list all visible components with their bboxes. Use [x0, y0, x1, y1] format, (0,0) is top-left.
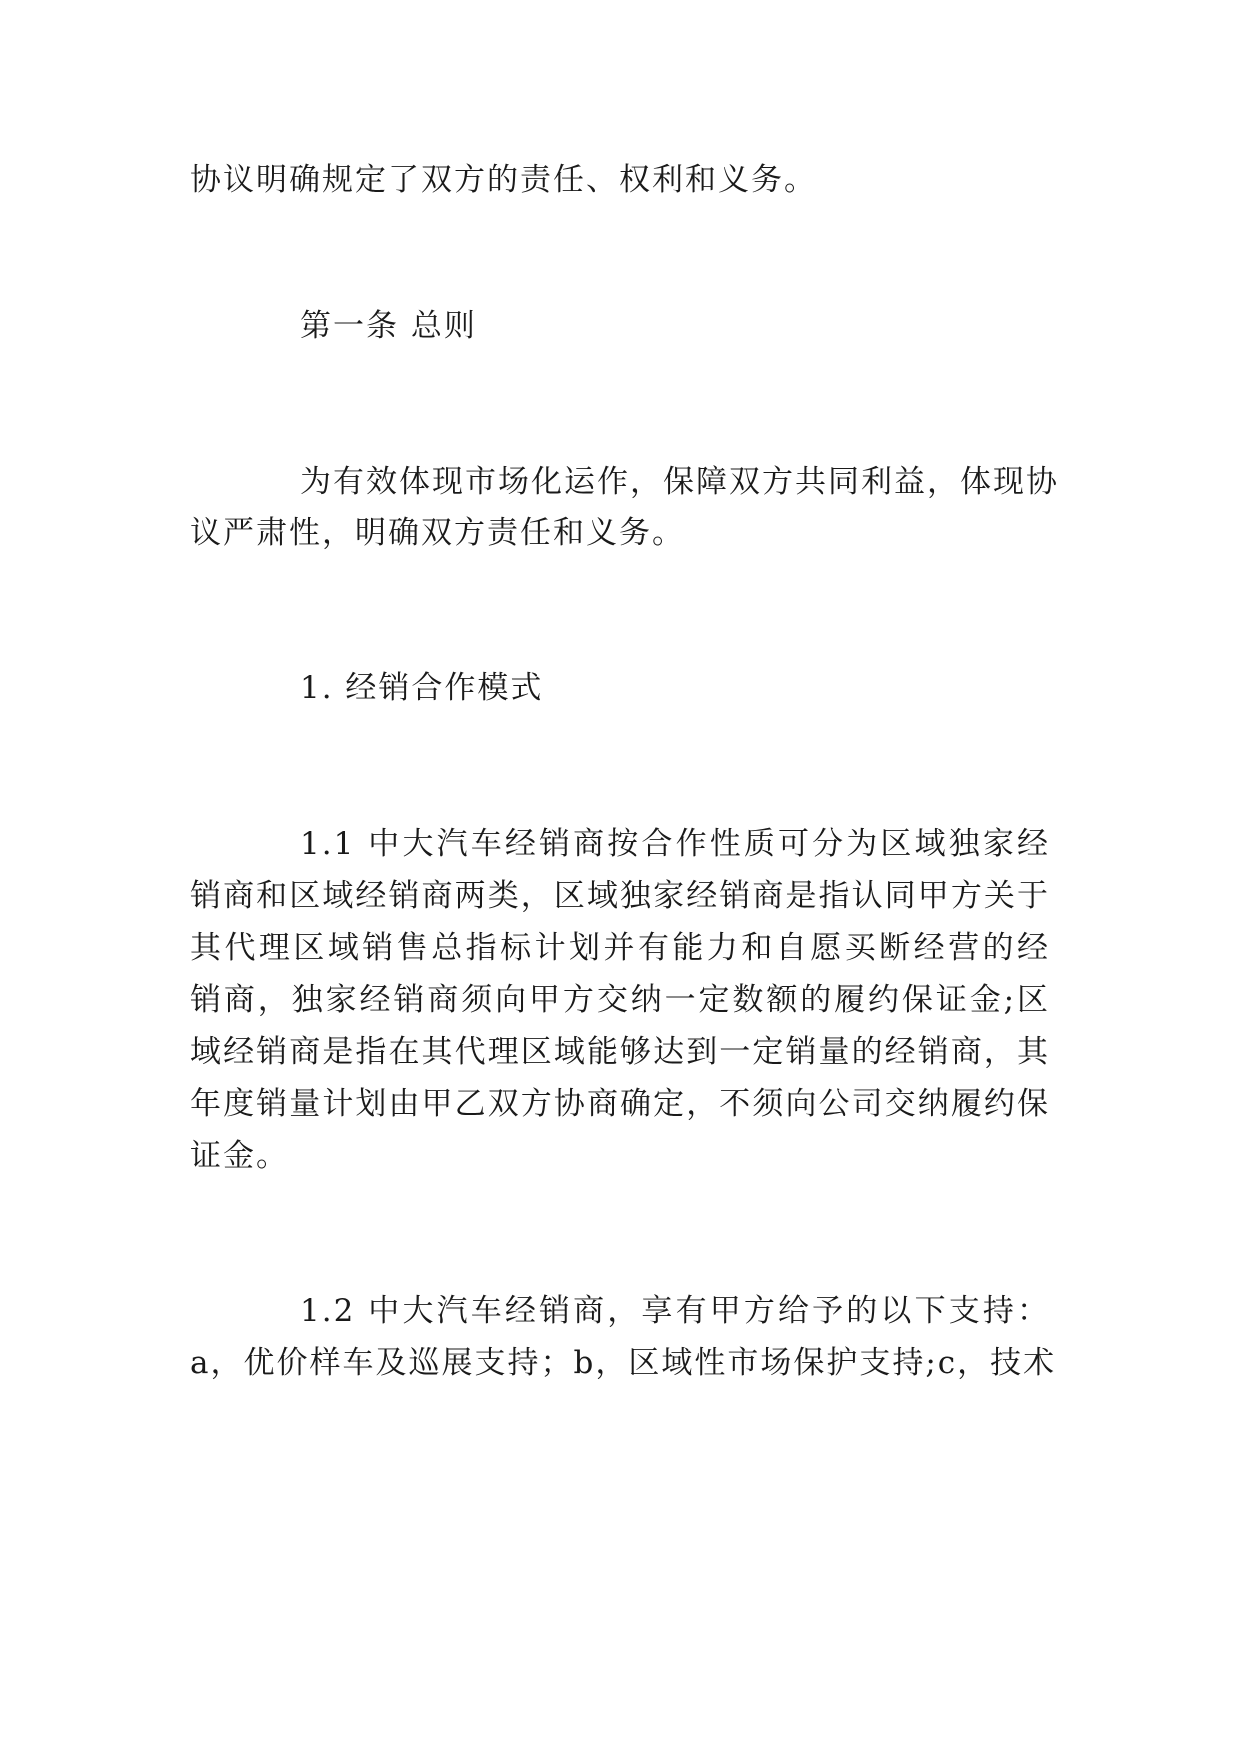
paragraph-line: 议严肃性，明确双方责任和义务。 — [190, 515, 685, 551]
paragraph-line: 协议明确规定了双方的责任、权利和义务。 — [190, 162, 817, 198]
paragraph-line: 1.2 中大汽车经销商，享有甲方给予的以下支持： — [300, 1293, 1050, 1329]
paragraph-line: 年度销量计划由甲乙双方协商确定，不须向公司交纳履约保 — [190, 1086, 1050, 1122]
paragraph-line: 销商，独家经销商须向甲方交纳一定数额的履约保证金;区 — [190, 982, 1050, 1018]
paragraph-line: 域经销商是指在其代理区域能够达到一定销量的经销商，其 — [190, 1034, 1050, 1070]
paragraph-line: a，优价样车及巡展支持；b，区域性市场保护支持;c，技术 — [190, 1345, 1057, 1381]
paragraph-line: 1.1 中大汽车经销商按合作性质可分为区域独家经 — [300, 826, 1050, 862]
paragraph-line: 销商和区域经销商两类，区域独家经销商是指认同甲方关于 — [190, 878, 1050, 914]
subsection-heading: 1. 经销合作模式 — [300, 670, 544, 706]
section-heading: 第一条 总则 — [300, 308, 477, 344]
paragraph-line: 为有效体现市场化运作，保障双方共同利益，体现协 — [300, 464, 1059, 500]
paragraph-line: 其代理区域销售总指标计划并有能力和自愿买断经营的经 — [190, 930, 1050, 966]
paragraph-line: 证金。 — [190, 1138, 289, 1174]
